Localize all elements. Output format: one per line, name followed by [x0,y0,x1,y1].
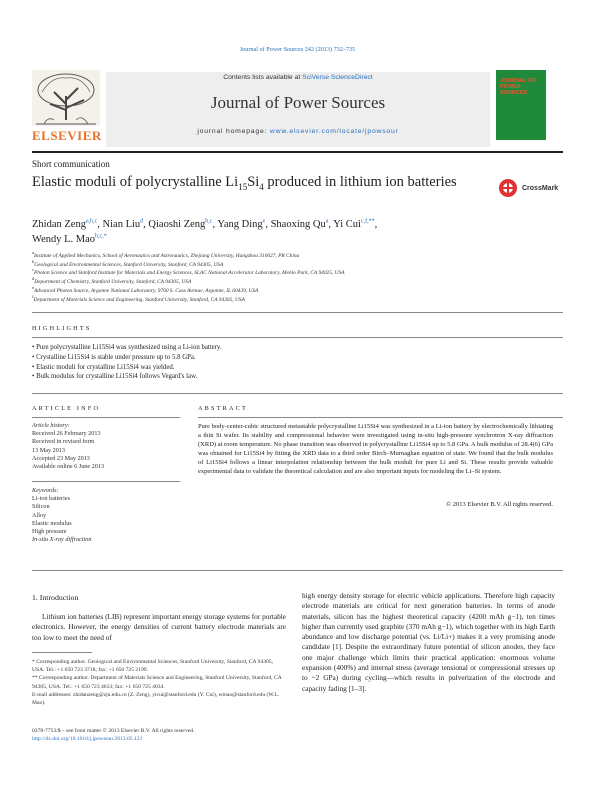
crossmark-label: CrossMark [522,185,559,192]
highlight-item: • Pure polycrystalline Li15Si4 was synthesized using a Li-ion battery. [32,344,222,351]
affiliation-item [32,293,572,305]
article-history-heading: Article history: [32,422,70,429]
keywords-heading: Keywords: [32,487,59,494]
affiliation-marker: d [32,276,35,282]
author[interactable] [271,219,329,230]
keyword-item: Silicon [32,503,50,511]
affiliations-divider [32,312,563,313]
affiliation-text: Geological and Environmental Sciences, Stanford University, Stanford, CA 94305, USA [34,261,224,268]
history-line: Accepted 23 May 2013 [32,454,90,462]
affiliation-item [32,278,572,287]
affiliation-marker: e [32,285,34,291]
author-affiliation-marker[interactable]: a [325,218,329,225]
footer-meta [32,727,332,743]
affiliation-item [32,252,572,261]
body-text-column-1: Lithium ion batteries (LIB) represent important energy storage systems for portable electronics. However, the energy densities of current battery electrode materials are too low to meet the need of [32,612,286,642]
abstract-label: ABSTRACT [198,405,248,412]
issn-line: 0378-7753/$ – see front matter © 2013 Elsevier B.V. All rights reserved. [32,728,195,734]
author-list: Zhidan Zeng$^{a,b,c}$, Nian Liu$^d$, Qiaoshi Zeng$^{b,c}$, Yang Ding$^e$, Shaoxing Qu$^a$, Yi Cui$^{c,f,**}$, Wendy L. Mao$^{b,c,*}$ [32,218,378,245]
footnote-item: ** Corresponding author. Department of Materials Science and Engineering, Stanford University, Stanford, CA 94305, USA. Tel.: +1 650 723 4613; fax: +1 650 725 4034. [32,675,282,690]
affiliation-text: Institute of Applied Mechanics, School of Aeronautics and Astronautics, Zhejiang University, Hangzhou 310027, PR China [34,253,300,259]
author-affiliation-marker[interactable]: b,c,* [95,233,107,240]
contents-available-line [106,74,490,81]
author[interactable] [333,219,374,230]
crossmark-badge[interactable] [498,178,568,198]
homepage-prefix: journal homepage: [197,128,270,135]
keyword-item: Elastic modulus [32,519,72,527]
copyright-notice: © 2013 Elsevier B.V. All rights reserved. [446,501,553,508]
article-history [32,422,172,471]
affiliation-text: Department of Materials Science and Engineering, Stanford University, Stanford, CA 94305, USA [33,296,245,303]
author[interactable] [148,219,212,230]
affiliation-marker: a [32,250,34,256]
header-divider [32,151,563,153]
history-line: 13 May 2013 [32,446,65,454]
author-affiliation-marker[interactable]: c,f,** [360,218,375,225]
history-line: Received 26 February 2013 [32,430,101,438]
footnote-divider [32,652,92,653]
journal-homepage-line [106,128,490,135]
highlight-item: • Crystalline Li15Si4 is stable under pressure up to 5.8 GPa. [32,353,196,361]
affiliation-item [32,269,572,278]
author[interactable] [217,219,265,230]
author-name: Wendy L. Mao [32,234,96,245]
highlight-item: • Bulk modulus for crystalline Li15Si4 follows Vegard's law. [32,373,198,381]
footnote-item: * Corresponding author. Geological and Environmental Sciences, Stanford University, Stanford, CA 94305, USA. Tel.: +1 650 723 3718; fax: +1 650 725 2199. [32,659,274,674]
title-part: Si [247,174,260,190]
history-line: Available online 6 June 2013 [32,463,105,471]
article-info-divider [32,417,180,418]
journal-title: Journal of Power Sources [210,93,386,112]
elsevier-wordmark: ELSEVIER [32,128,102,143]
highlights-label: HIGHLIGHTS [32,325,92,332]
history-line: Received in revised form [32,438,95,446]
author-name: Zhidan Zeng [32,219,86,230]
affiliation-marker: c [32,267,34,273]
affiliation-item [32,258,572,270]
doi-link[interactable]: http://dx.doi.org/10.1016/j.jpowsour.2013.05.121 [32,736,143,742]
author-name: Nian Liu [102,219,141,230]
keyword-item: Alloy [32,511,47,519]
footnote-item: E-mail addresses: zhidanzeng@zju.edu.cn (Z. Zeng), yicui@stanford.edu (Y. Cui), wmao@stanford.edu (W.L. Mao). [32,691,280,707]
title-part: produced in lithium ion batteries [263,174,457,190]
author[interactable] [32,234,107,245]
affiliation-text: Photon Science and Stanford Institute for Materials and Energy Sciences, SLAC National Accelerator Laboratory, Menlo Park, CA 94025, USA [34,270,345,277]
abstract-divider [198,417,563,418]
article-info-label: ARTICLE INFO [32,405,101,412]
author-affiliation-marker[interactable]: b,c [205,218,213,225]
highlights-divider [32,337,563,338]
abstract-text: Pure body-center-cubic structured metastable polycrystalline Li15Si4 was synthesized in a Li-ion battery by electrochemically lithiating a thin Si wafer. Its stability and compressional behavior were investigated using in-situ high-pressure synchrotron X-ray diffraction (XRD) at room temperature. No phase transition was observed in polycrystalline Li15Si4 up to 5.8 GPa. A bulk modulus of 28.4(6) GPa was obtained for Li15Si4 by fitting the XRD data to a third order Birch–Murnaghan equation of state. We found that the bulk modulus of Li15Si4 follows a linear interpolation relationship between the bulk moduli for pure Li and Si. These results provide valuable experimental data to validate the theoretical calculation and are also important inputs for modeling the Li–Si system. [198,423,553,475]
author[interactable] [32,219,97,230]
cover-title: JOURNAL OF POWER SOURCES [500,78,536,96]
author-name: Yi Cui [333,219,361,230]
contents-prefix: Contents lists available at [223,74,303,81]
author-affiliation-marker[interactable]: d [140,218,144,225]
article-type: Short communication [32,159,110,169]
author-name: Yang Ding [217,219,263,230]
homepage-link[interactable]: www.elsevier.com/locate/jpowsour [269,128,399,135]
journal-cover-image [496,70,546,140]
highlights-bottom-divider [32,393,563,394]
affiliation-text: Department of Chemistry, Stanford University, Stanford, CA 94305, USA [34,279,192,286]
journal-citation[interactable]: Journal of Power Sources 242 (2013) 732–735 [239,46,356,53]
section-heading-introduction: 1. Introduction [32,593,79,602]
highlights-list [32,343,532,382]
affiliation-item [32,287,572,296]
keywords-block [32,487,172,544]
keyword-item: In-situ X-ray diffraction [32,536,92,544]
title-part: Elastic moduli of polycrystalline Li [32,174,239,190]
affiliation-marker: f [32,293,34,299]
article-title [32,173,472,191]
author[interactable] [103,219,144,230]
author-affiliation-marker[interactable]: e [262,218,266,225]
author-name: Shaoxing Qu [270,219,326,230]
history-divider [32,481,180,482]
crossmark-icon [498,178,518,198]
title-subscript: 4 [259,181,264,192]
affiliation-text: Advanced Photon Source, Argonne National Laboratory, 9700 S. Cass Avenue, Argonne, IL 60439, USA [34,287,259,294]
affiliation-marker: b [32,258,35,264]
sciencedirect-link[interactable]: SciVerse ScienceDirect [302,74,373,81]
keyword-item: Li-ion batteries [32,495,70,503]
affiliation-list [32,252,572,304]
keyword-item: High pressure [32,528,67,536]
front-matter-bottom-divider [32,570,563,571]
body-text-column-2: high energy density storage for electric vehicle applications. Therefore high capacity electrode materials are critical for next generation batteries. In terms of anode materials, silicon has the highest theoretical capacity (4200 mAh g−1), ten times higher than currently used graphite (370 mAh g−1), which together with its high Earth abundance and low discharge potential (vs. Li/Li+) makes it a very promising anode candidate [1]. Despite the extraordinary future potential of silicon anodes, they face one major challenge which limits their practical application: enormous volume expansion (400%) and internal stress (average tensional or compressional stresses up to ~2 GPa) during cycling—which results in pulverization of the electrode and capacity fading [1–3]. [302,591,555,693]
author-name: Qiaoshi Zeng [148,219,206,230]
highlight-item: • Elastic moduli for crystalline Li15Si4 was yielded. [32,363,175,371]
title-subscript: 15 [238,181,248,192]
footnotes [32,658,286,707]
author-affiliation-marker[interactable]: a,b,c [85,218,98,225]
